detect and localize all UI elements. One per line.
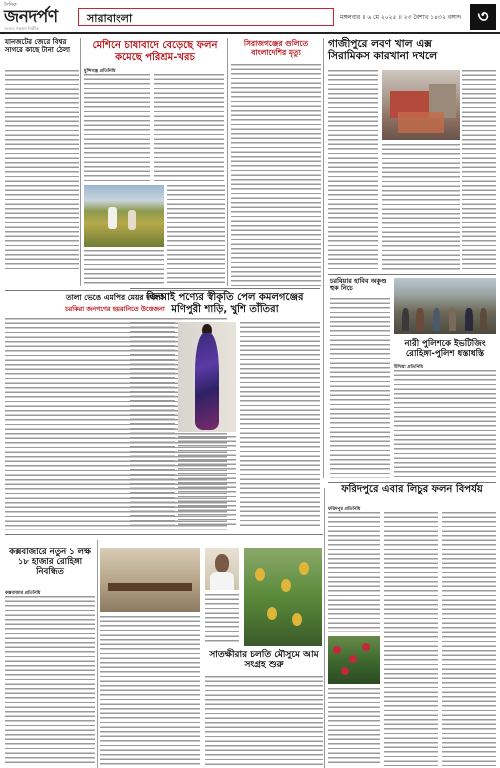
issue-date: মঙ্গলবার ॥ ৬ মে ২০২৫ ॥ ২৩ বৈশাখ ১৪৩২ বঙ্গাব্দ <box>340 14 462 21</box>
logo-small-line: দৈনিক <box>4 2 17 8</box>
section-divider <box>5 534 323 535</box>
article-body <box>384 512 438 766</box>
article-body <box>5 596 95 766</box>
section-divider <box>328 482 496 483</box>
article-dateline: ফরিদপুর প্রতিনিধি <box>328 507 361 512</box>
section-label: সারাবাংলা <box>87 12 133 25</box>
crowd-photo <box>394 278 496 334</box>
column-rule <box>227 38 228 286</box>
meeting-photo <box>100 548 200 612</box>
article-headline[interactable]: জিআই পণ্যের স্বীকৃতি পেল কমলগঞ্জের মণিপুরী শাড়ি, খুশি তাঁতিরা <box>146 292 304 315</box>
article-body <box>462 70 496 270</box>
article-body <box>167 185 225 285</box>
article-body <box>100 616 200 766</box>
newspaper-logo[interactable] <box>4 2 70 32</box>
article-body <box>240 322 320 528</box>
section-divider <box>5 290 227 291</box>
column-rule <box>323 38 324 478</box>
section-label-box <box>78 8 334 26</box>
article-body <box>154 74 224 182</box>
column-rule <box>324 488 325 768</box>
article-body <box>442 512 496 766</box>
section-divider <box>130 288 320 289</box>
article-headline[interactable]: সিরাজগঞ্জের গুলিতে বাংলাদেশির মৃত্যু <box>243 39 309 57</box>
article-headline[interactable]: মেশিনে চাষাবাদে বেড়েছে ফলন কমেছে পরিশ্রম-খরচ <box>92 40 218 63</box>
article-dateline: উখিয়া প্রতিনিধি <box>394 365 424 370</box>
article-body <box>205 676 323 766</box>
lychee-photo <box>328 636 380 684</box>
column-rule <box>97 540 98 768</box>
article-headline[interactable]: গাজীপুরে লবণ খাল এক্স সিরামিকস কারখানা দখলে <box>328 38 438 63</box>
logo-title: জনদর্পণ <box>4 7 58 27</box>
section-divider <box>328 274 496 275</box>
article-headline[interactable]: নারী পুলিশকে ইভটিজিং রোহিঙ্গা-পুলিশ ধস্তাধস্তি <box>404 339 486 359</box>
portrait-photo <box>205 548 239 590</box>
article-headline[interactable]: তালা ভেঙে এমপির মেয়র দখল! <box>65 293 164 302</box>
article-body <box>231 64 321 286</box>
article-body <box>205 594 239 644</box>
farm-photo <box>84 185 164 247</box>
article-headline[interactable]: কক্সবাজারে নতুন ১ লক্ষ ১৮ হাজার রোহিঙ্গা নিবন্ধিত <box>9 547 91 577</box>
article-dateline: মুন্সিগঞ্জ প্রতিনিধি <box>84 69 116 74</box>
article-body <box>328 512 380 632</box>
article-body <box>330 298 390 478</box>
article-body <box>382 144 460 270</box>
article-headline[interactable]: চরবিয়ার হাবিব অকুণ্ড হুক নিচে <box>330 277 387 293</box>
column-rule <box>80 38 81 286</box>
article-body <box>328 688 380 766</box>
article-body <box>84 74 150 182</box>
factory-photo <box>382 70 460 140</box>
saree-photo <box>178 322 236 432</box>
article-headline[interactable]: সাতক্ষীরার চলতি মৌসুমে আম সংগ্রহ শুরু <box>209 650 319 671</box>
logo-tagline: সত্যের সন্ধানে নির্ভীক <box>4 26 39 31</box>
article-headline[interactable]: ফরিদপুরে এবার লিচুর ফলন বিপর্যয় <box>341 484 483 495</box>
article-body <box>394 370 496 478</box>
article-dateline: কক্সবাজার প্রতিনিধি <box>5 591 41 596</box>
article-headline[interactable]: যানজটের জেরে বিশ্বর সাগরে কাছে টানা ঠেলা <box>5 38 71 55</box>
article-subheadline: চরকিরা জনগণের হয়রানিতে উত্তেজনা <box>65 305 165 313</box>
article-body <box>5 70 79 270</box>
article-body <box>130 322 175 528</box>
article-body <box>178 436 236 528</box>
page-number: ৩ <box>470 4 496 30</box>
article-body <box>328 70 378 270</box>
article-body <box>84 250 164 286</box>
mango-photo <box>244 548 322 646</box>
masthead <box>0 0 500 34</box>
